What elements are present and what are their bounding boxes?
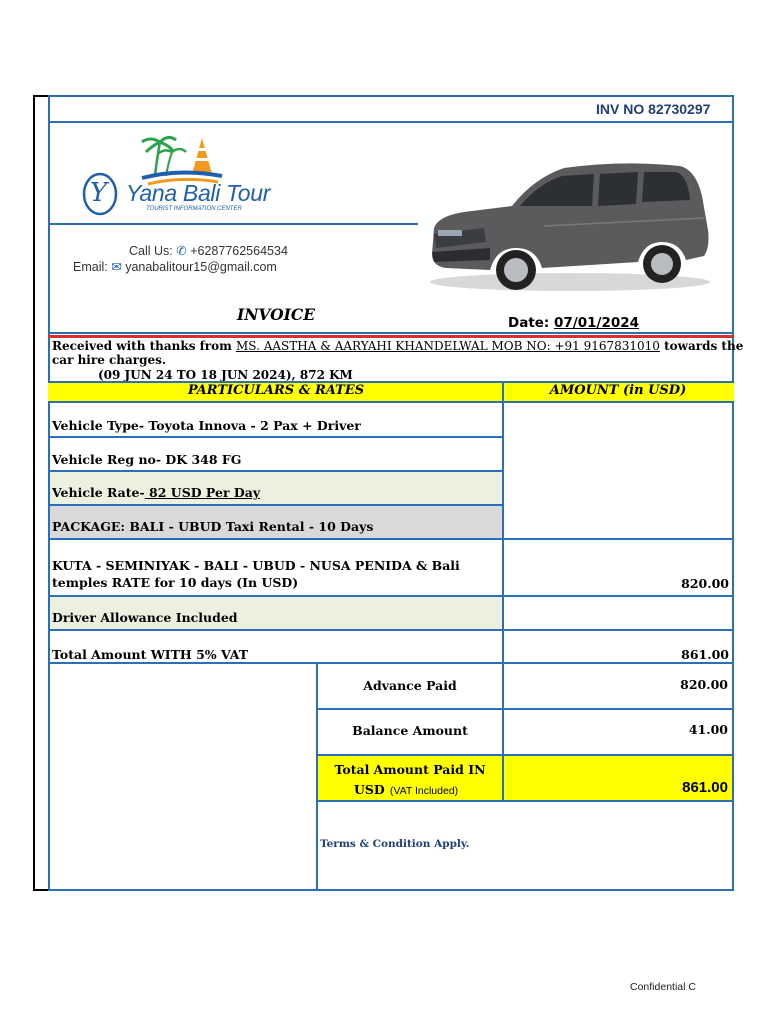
balance-label: Balance Amount <box>352 723 468 738</box>
row-route-line-2: temples RATE for 10 days (In USD) <box>52 575 299 590</box>
company-name: Yana Bali Tour <box>126 180 271 206</box>
row-line-2 <box>48 470 504 472</box>
row-line-4 <box>48 538 734 540</box>
row-line-7 <box>48 662 734 664</box>
call-label: Call Us: <box>129 244 173 258</box>
row-line-3 <box>48 504 504 506</box>
confidential-label: Confidential C <box>630 981 696 993</box>
advance-paid-amount: 820.00 <box>680 677 728 692</box>
outer-left-border <box>33 95 35 891</box>
frame-top <box>48 95 734 97</box>
col-divider-main <box>502 381 504 801</box>
outer-bottom-tick <box>33 889 49 891</box>
customer-name: MS. AASTHA & AARYAHI KHANDELWAL MOB NO: +91 9167831010 <box>236 339 660 353</box>
received-line-2: car hire charges. <box>52 353 167 367</box>
frame-bottom <box>48 889 734 891</box>
total-paid-currency: USD <box>354 782 385 797</box>
car-image <box>424 156 716 294</box>
row-line-10 <box>316 800 734 802</box>
company-tagline: TOURIST INFORMATION CENTER <box>146 206 242 212</box>
row-line-8 <box>316 708 734 710</box>
row-package: PACKAGE: BALI - UBUD Taxi Rental - 10 Days <box>52 519 374 534</box>
row-vehicle-type: Vehicle Type- Toyota Innova - 2 Pax + Driver <box>52 418 361 433</box>
row-route-amount: 820.00 <box>681 576 729 591</box>
rate-prefix: Vehicle Rate- <box>52 485 145 500</box>
company-logo <box>80 128 280 220</box>
row-route-line-1: KUTA - SEMINIYAK - BALI - UBUD - NUSA PENIDA & Bali <box>52 558 460 573</box>
advance-paid-label: Advance Paid <box>363 678 457 693</box>
rate-value: 82 USD Per Day <box>144 485 261 500</box>
phone-icon: ✆ <box>176 244 187 258</box>
row-total-vat: Total Amount WITH 5% VAT <box>52 647 249 662</box>
date-value: 07/01/2024 <box>554 315 640 331</box>
frame-right <box>732 95 734 891</box>
car-icon <box>424 156 716 294</box>
received-line-1 <box>52 339 743 353</box>
row-line-9 <box>316 754 734 756</box>
total-paid-label-2 <box>354 779 458 798</box>
total-paid-amount: 861.00 <box>682 779 728 796</box>
terms-text: Terms & Condition Apply. <box>320 838 470 850</box>
contact-email-line <box>73 259 277 274</box>
date-label: Date: <box>508 315 550 331</box>
row-line-1 <box>48 436 504 438</box>
invoice-number: INV NO 82730297 <box>596 101 711 117</box>
row-driver-allowance: Driver Allowance Included <box>52 610 238 625</box>
received-prefix: Received with thanks from <box>52 339 232 353</box>
row-line-6 <box>48 629 734 631</box>
separator-blue <box>48 332 734 334</box>
contact-phone-line <box>129 243 288 258</box>
header-bottom-line <box>48 401 734 403</box>
row-line-5 <box>48 595 734 597</box>
header-particulars: PARTICULARS & RATES <box>187 383 365 398</box>
email-address: yanabalitour15@gmail.com <box>125 260 277 274</box>
invoice-title: INVOICE <box>237 305 316 324</box>
total-paid-label-1: Total Amount Paid IN <box>334 762 486 777</box>
row-total-vat-amount: 861.00 <box>681 647 729 662</box>
envelope-icon: ✉ <box>111 260 122 274</box>
email-label: Email: <box>73 260 108 274</box>
phone-number: +6287762564534 <box>190 244 288 258</box>
header-divider <box>48 121 734 123</box>
invoice-date <box>508 315 639 331</box>
total-paid-note: (VAT Included) <box>389 785 459 797</box>
logo-divider <box>48 223 418 225</box>
outer-top-tick <box>33 95 49 97</box>
balance-amount: 41.00 <box>688 722 728 737</box>
row-vehicle-reg: Vehicle Reg no- DK 348 FG <box>52 452 242 467</box>
logo-letter: Y <box>90 178 108 208</box>
received-suffix: towards the <box>664 339 744 353</box>
received-line-3: (09 JUN 24 TO 18 JUN 2024), 872 KM <box>98 368 353 381</box>
row-vehicle-rate <box>52 485 260 500</box>
header-amount: AMOUNT (in USD) <box>549 383 687 398</box>
separator-red <box>48 335 734 338</box>
